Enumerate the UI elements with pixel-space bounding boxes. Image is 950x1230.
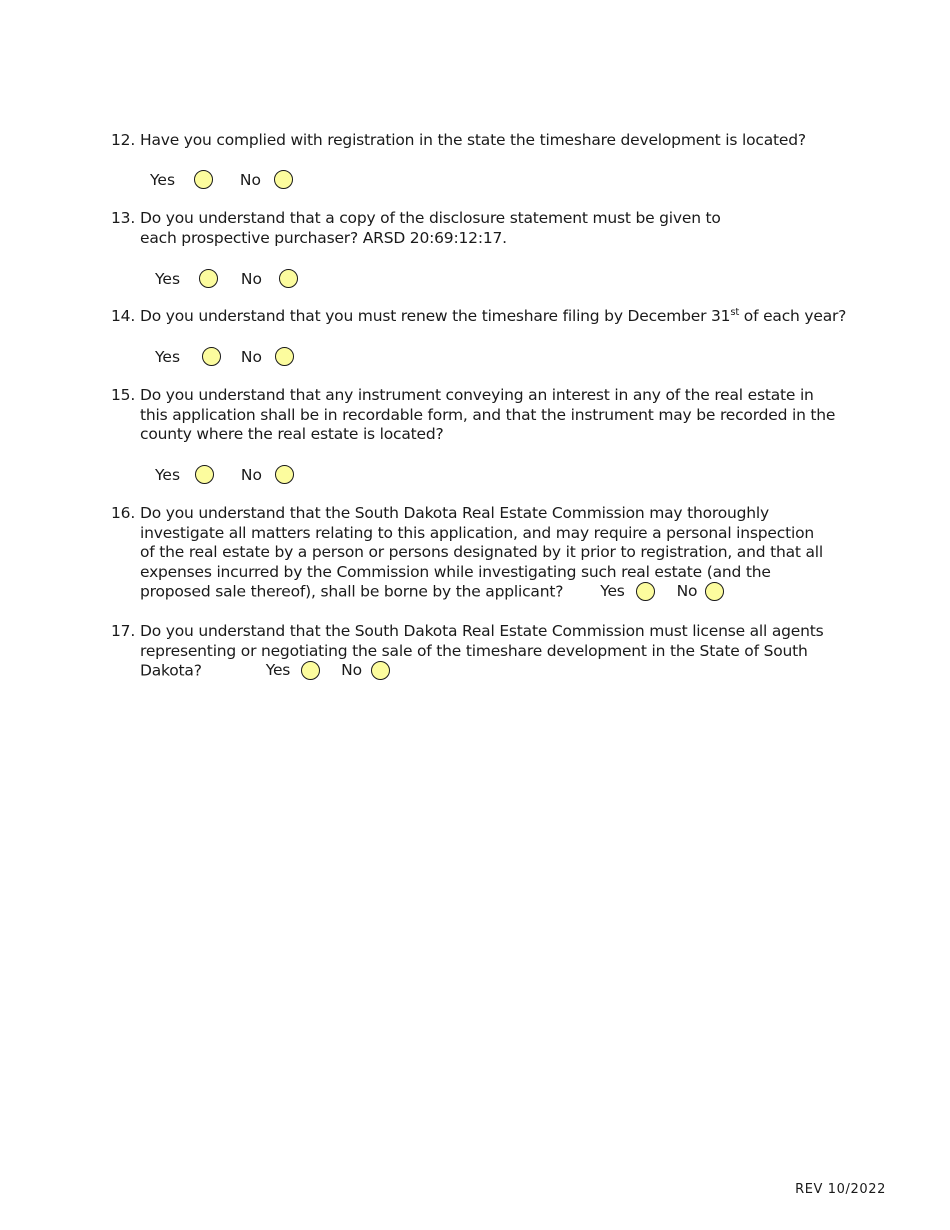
question-13 [111,209,851,248]
question-text: Do you understand that the South Dakota Real Estate Commission must license all agents representing or negotiating the sale of the timeshare development in the State of South Dakota? Yes No [140,622,824,680]
yes-label: Yes [150,170,176,189]
no-label: No [239,170,261,189]
yes-radio[interactable] [199,269,218,288]
question-12-options [150,168,293,190]
question-15-options [155,463,294,485]
no-radio[interactable] [275,347,294,366]
yes-radio[interactable] [195,465,214,484]
question-number: 16. [111,504,136,522]
question-number: 13. [111,209,136,227]
no-label: No [240,347,262,366]
no-label: No [240,269,262,288]
yes-label: Yes [600,582,625,600]
revision-label: REV 10/2022 [795,1182,886,1197]
no-radio[interactable] [279,269,298,288]
question-13-options [155,267,298,289]
yes-label: Yes [155,269,181,288]
question-14-options [155,345,294,367]
question-text: Do you understand that any instrument conveying an interest in any of the real estate in this application shall be in recordable form, and that the instrument may be recorded in the county where the real estate is located? [140,386,836,443]
yes-radio[interactable] [636,582,655,601]
question-text: Have you complied with registration in the state the timeshare development is located? [140,131,806,149]
yes-label: Yes [155,465,181,484]
question-number: 15. [111,386,136,404]
no-radio[interactable] [274,170,293,189]
question-text: Do you understand that you must renew the timeshare filing by December 31st of each year? [140,307,847,325]
no-radio[interactable] [705,582,724,601]
question-12 [111,131,851,151]
question-17 [111,622,851,681]
question-15 [111,386,851,445]
no-radio[interactable] [371,661,390,680]
no-label: No [676,582,698,600]
yes-radio[interactable] [194,170,213,189]
yes-label: Yes [265,661,291,679]
no-radio[interactable] [275,465,294,484]
ordinal-superscript: st [730,307,740,318]
question-text: Do you understand that a copy of the disclosure statement must be given to each prospective purchaser? ARSD 20:69:12:17. [140,209,721,247]
question-14 [111,307,871,327]
question-16-options [563,582,724,600]
no-label: No [240,465,262,484]
yes-radio[interactable] [202,347,221,366]
question-number: 14. [111,307,136,325]
yes-label: Yes [155,347,181,366]
no-label: No [341,661,362,679]
yes-radio[interactable] [301,661,320,680]
question-17-options [202,661,390,679]
question-number: 17. [111,622,136,640]
question-text: Do you understand that the South Dakota Real Estate Commission may thoroughly investigate all matters relating to this application, and may require a personal inspection of the real estate by a person or persons designated by it prior to registration, and that all expenses incurred by the Commission while investigating such real estate (and the proposed sale thereof), shall be borne by the applicant? Yes No [140,504,824,601]
question-number: 12. [111,131,136,149]
question-16 [111,504,851,602]
